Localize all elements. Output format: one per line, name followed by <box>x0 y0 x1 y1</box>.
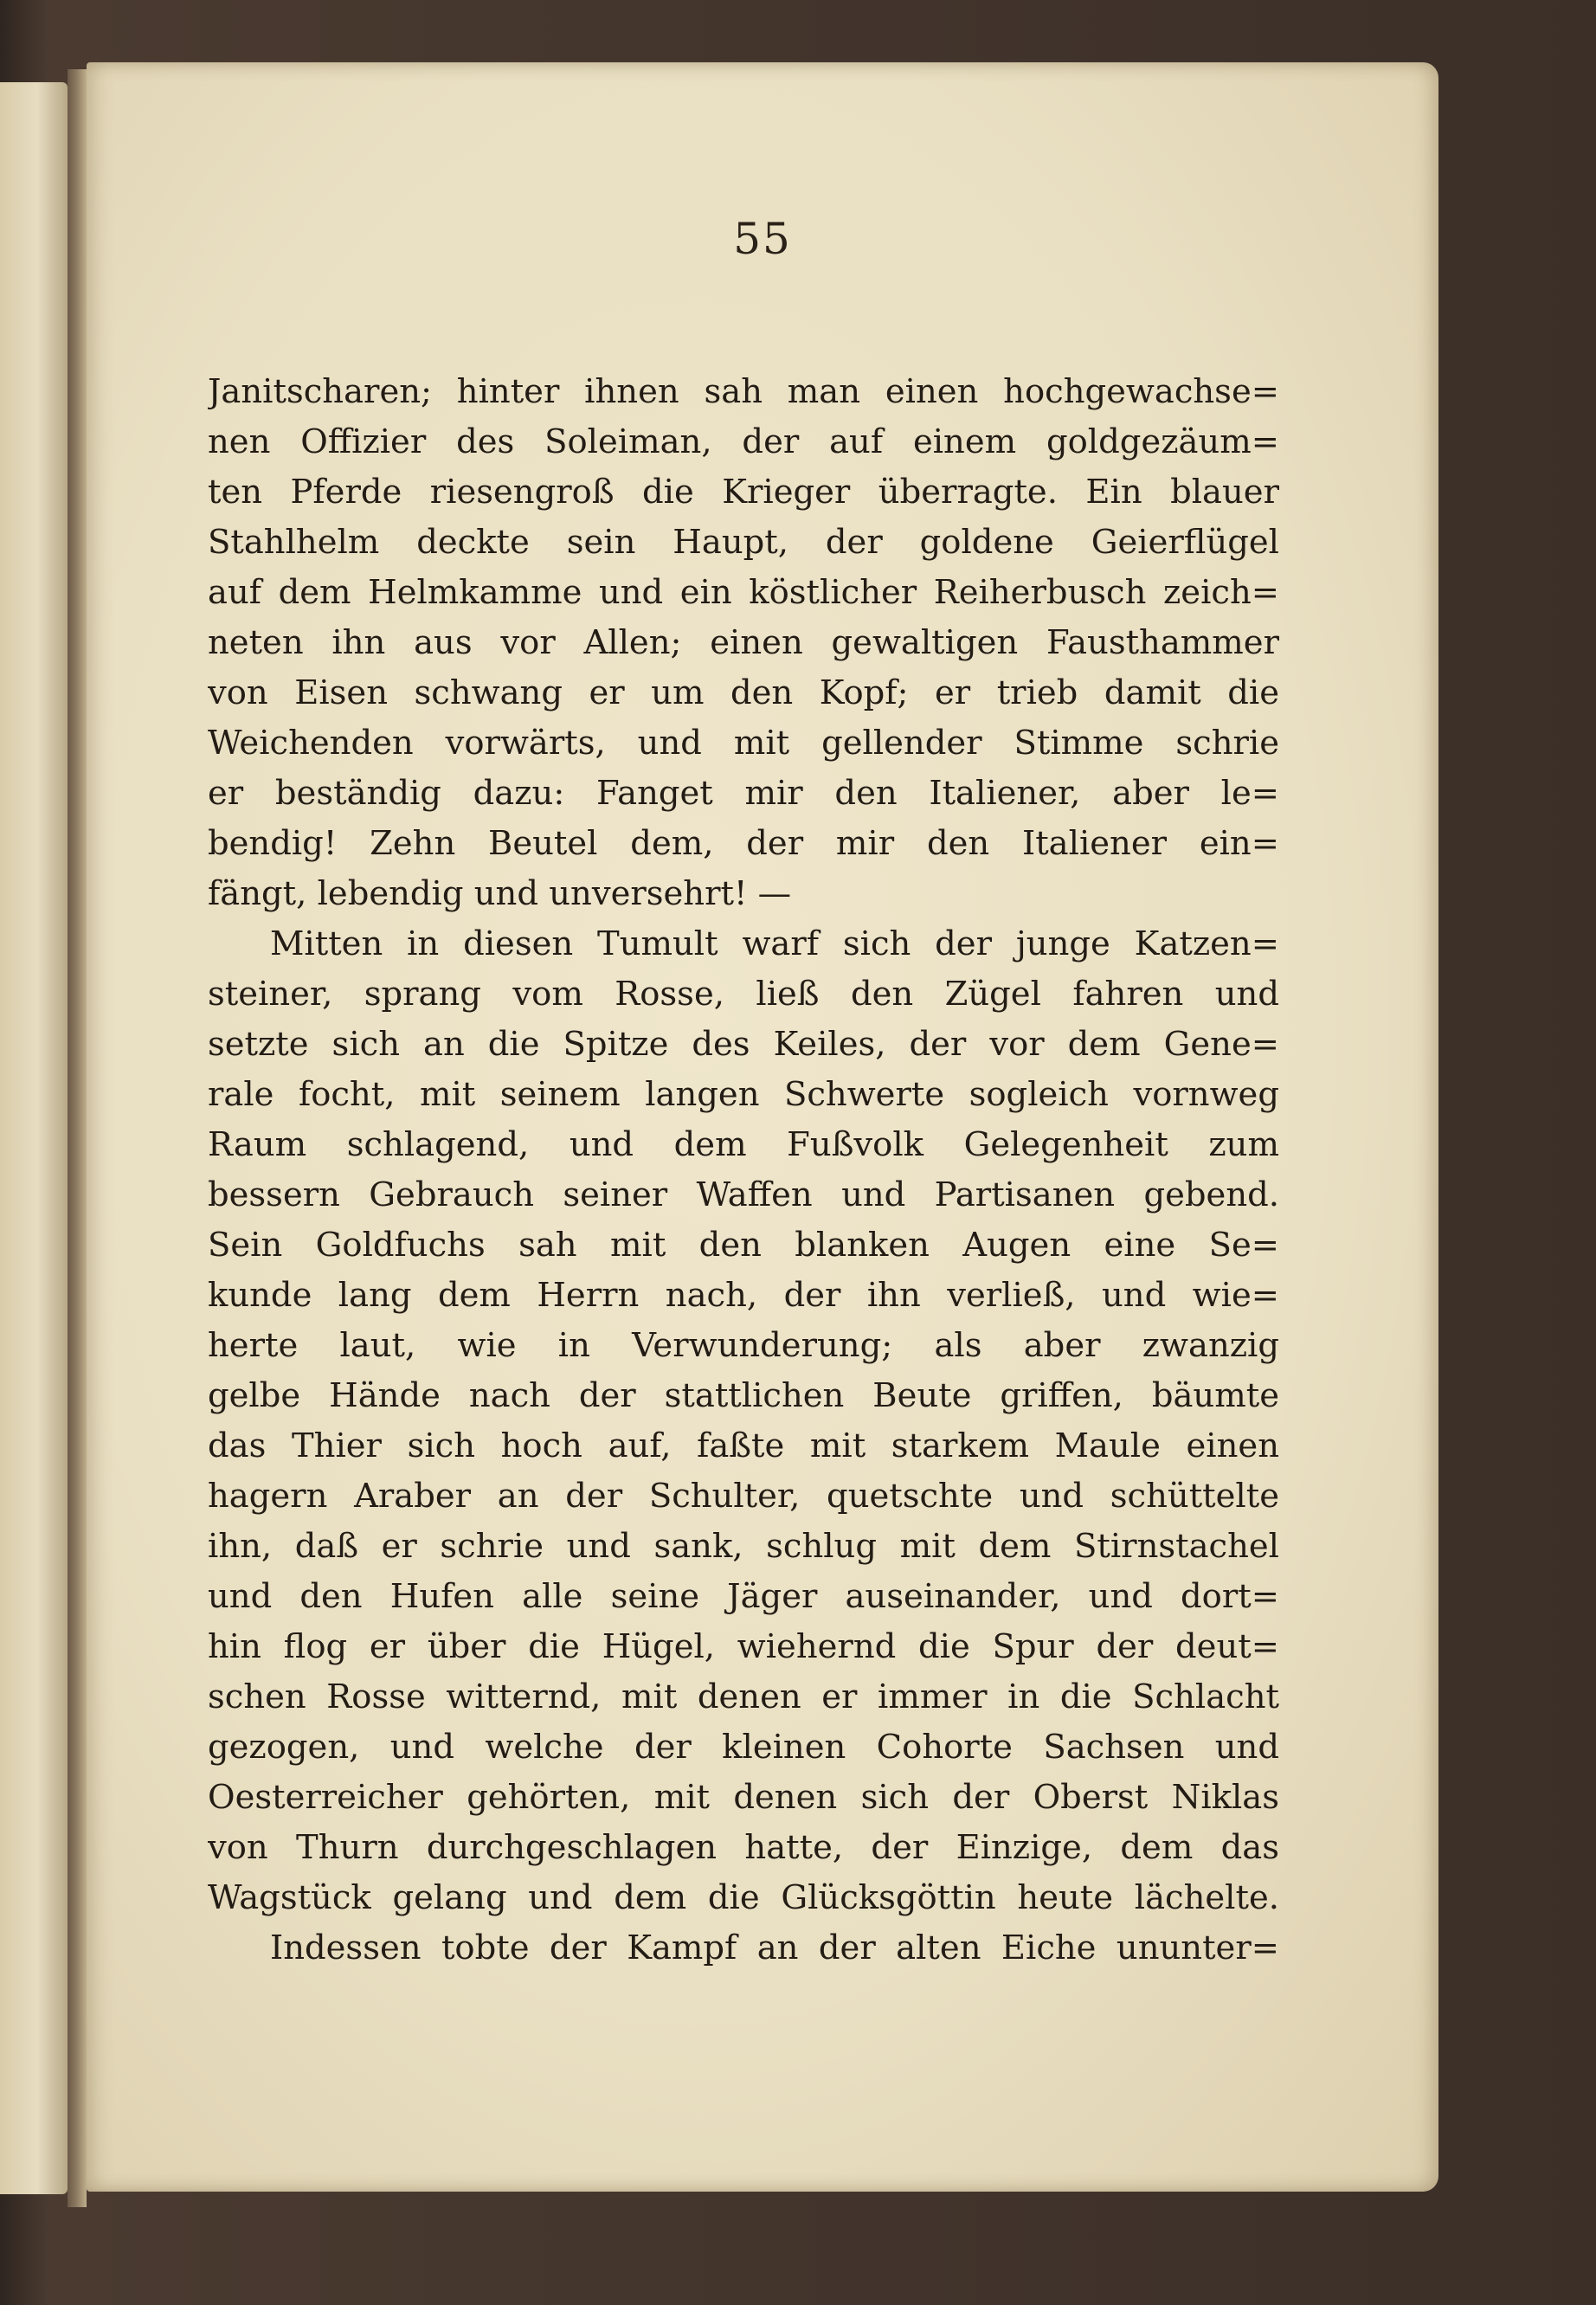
text-line: Oesterreicher gehörten, mit denen sich der Oberst Niklas <box>208 1778 1279 1817</box>
text-line: gezogen, und welche der kleinen Cohorte Sachsen und <box>208 1728 1279 1767</box>
text-line: herte laut, wie in Verwunderung; als aber zwanzig <box>208 1326 1279 1365</box>
text-line: hin flog er über die Hügel, wiehernd die Spur der deut= <box>208 1627 1279 1666</box>
text-line: Indessen tobte der Kampf an der alten Eiche ununter= <box>270 1928 1279 1967</box>
book-gutter <box>68 69 87 2207</box>
text-line: gelbe Hände nach der stattlichen Beute griffen, bäumte <box>208 1376 1279 1415</box>
text-line: ihn, daß er schrie und sank, schlug mit dem Stirnstachel <box>208 1527 1279 1566</box>
text-line: Mitten in diesen Tumult warf sich der junge Katzen= <box>270 924 1279 963</box>
text-line: das Thier sich hoch auf, faßte mit starkem Maule einen <box>208 1426 1279 1465</box>
text-line: setzte sich an die Spitze des Keiles, der vor dem Gene= <box>208 1025 1279 1064</box>
text-line: nen Offizier des Soleiman, der auf einem goldgezäum= <box>208 422 1279 461</box>
text-line: Wagstück gelang und dem die Glücksgöttin heute lächelte. <box>208 1878 1279 1917</box>
page-text <box>208 367 1279 1973</box>
text-line: neten ihn aus vor Allen; einen gewaltigen Fausthammer <box>208 623 1279 662</box>
book-page <box>87 62 1438 2192</box>
text-line: er beständig dazu: Fanget mir den Italiener, aber le= <box>208 774 1279 813</box>
text-line: rale focht, mit seinem langen Schwerte sogleich vornweg <box>208 1075 1279 1114</box>
text-line: Janitscharen; hinter ihnen sah man einen hochgewachse= <box>208 372 1279 411</box>
text-line: hagern Araber an der Schulter, quetschte und schüttelte <box>208 1477 1279 1516</box>
text-line: ten Pferde riesengroß die Krieger überragte. Ein blauer <box>208 473 1279 512</box>
text-line: von Thurn durchgeschlagen hatte, der Einzige, dem das <box>208 1828 1279 1867</box>
text-line: auf dem Helmkamme und ein köstlicher Reiherbusch zeich= <box>208 573 1279 612</box>
text-line: schen Rosse witternd, mit denen er immer in die Schlacht <box>208 1677 1279 1716</box>
text-line: von Eisen schwang er um den Kopf; er trieb damit die <box>208 673 1279 712</box>
text-line: und den Hufen alle seine Jäger auseinander, und dort= <box>208 1577 1279 1616</box>
text-line: Stahlhelm deckte sein Haupt, der goldene Geierflügel <box>208 523 1279 562</box>
text-line: bendig! Zehn Beutel dem, der mir den Italiener ein= <box>208 824 1279 863</box>
text-line: steiner, sprang vom Rosse, ließ den Zügel fahren und <box>208 975 1279 1014</box>
text-line: Weichenden vorwärts, und mit gellender Stimme schrie <box>208 724 1279 763</box>
text-line: Raum schlagend, und dem Fußvolk Gelegenheit zum <box>208 1125 1279 1164</box>
text-line: kunde lang dem Herrn nach, der ihn verließ, und wie= <box>208 1276 1279 1315</box>
page-number: 55 <box>733 214 792 264</box>
left-page-edge <box>0 82 68 2194</box>
text-line: bessern Gebrauch seiner Waffen und Partisanen gebend. <box>208 1175 1279 1214</box>
text-line: Sein Goldfuchs sah mit den blanken Augen eine Se= <box>208 1226 1279 1265</box>
text-line: fängt, lebendig und unversehrt! — <box>208 874 792 913</box>
